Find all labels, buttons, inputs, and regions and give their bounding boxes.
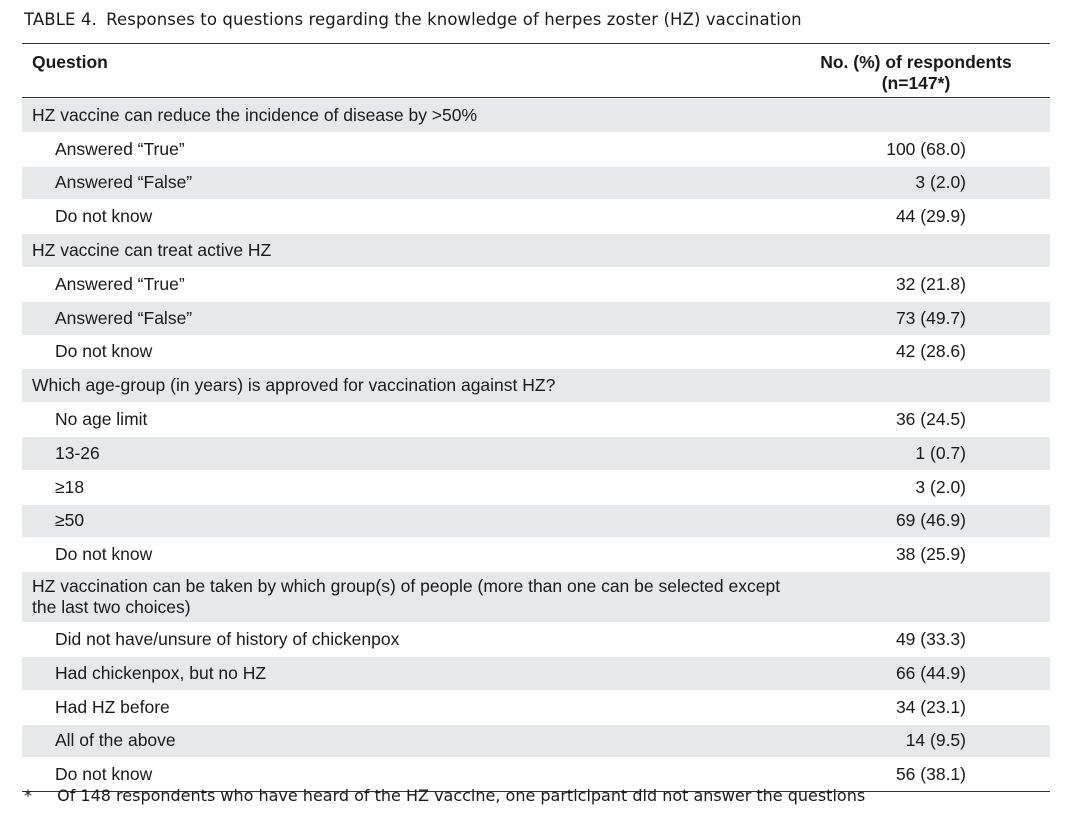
answer-count: 38 (25.9): [895, 544, 966, 565]
table-label: TABLE 4.: [24, 10, 97, 29]
answer-label: Answered “True”: [55, 273, 185, 294]
column-header-count-line1: No. (%) of respondents: [820, 52, 1012, 72]
answer-row: [22, 301, 1050, 335]
column-header-count: [806, 52, 1026, 94]
answer-label: All of the above: [55, 730, 176, 751]
answer-count: 14 (9.5): [905, 730, 966, 751]
answer-count: 3 (2.0): [915, 172, 966, 193]
question-text: HZ vaccine can treat active HZ: [32, 240, 272, 261]
footnote-mark: *: [24, 786, 32, 805]
answer-label: Answered “True”: [55, 138, 185, 159]
question-text: HZ vaccine can reduce the incidence of disease by >50%: [32, 104, 478, 125]
answer-label: 13-26: [55, 442, 100, 463]
answer-label: Did not have/unsure of history of chickenpox: [55, 629, 400, 650]
answer-label: Had HZ before: [55, 696, 170, 717]
column-header-question: Question: [32, 52, 108, 72]
table: [22, 43, 1050, 792]
answer-label: Do not know: [55, 544, 153, 565]
answer-label: Answered “False”: [55, 172, 193, 193]
answer-row: [22, 436, 1050, 470]
answer-row: [22, 622, 1050, 656]
question-row: [22, 571, 1050, 622]
answer-count: 56 (38.1): [895, 764, 966, 785]
answer-row: [22, 402, 1050, 436]
table-caption: [24, 10, 802, 29]
table-title: Responses to questions regarding the knowledge of herpes zoster (HZ) vaccination: [106, 10, 802, 29]
answer-row: [22, 335, 1050, 369]
answer-count: 69 (46.9): [895, 510, 966, 531]
answer-count: 73 (49.7): [895, 307, 966, 328]
answer-row: [22, 690, 1050, 724]
answer-label: No age limit: [55, 409, 148, 430]
answer-row: [22, 132, 1050, 166]
table-header: [22, 44, 1050, 98]
answer-row: [22, 537, 1050, 571]
question-row: [22, 98, 1050, 132]
answer-label: Answered “False”: [55, 307, 193, 328]
table-footnote: [24, 786, 865, 805]
answer-count: 32 (21.8): [895, 273, 966, 294]
answer-row: [22, 656, 1050, 690]
answer-label: Do not know: [55, 206, 153, 227]
answer-row: [22, 470, 1050, 504]
answer-count: 3 (2.0): [915, 476, 966, 497]
answer-label: Do not know: [55, 764, 153, 785]
answer-label: ≥18: [55, 476, 85, 497]
answer-count: 49 (33.3): [895, 629, 966, 650]
question-row: [22, 233, 1050, 267]
answer-count: 66 (44.9): [895, 662, 966, 683]
answer-label: Had chickenpox, but no HZ: [55, 662, 267, 683]
question-text: Which age-group (in years) is approved for vaccination against HZ?: [32, 375, 556, 396]
answer-row: [22, 166, 1050, 200]
answer-row: [22, 199, 1050, 233]
answer-count: 44 (29.9): [895, 206, 966, 227]
footnote-text: Of 148 respondents who have heard of the HZ vaccine, one participant did not answer the questions: [57, 786, 866, 805]
answer-count: 42 (28.6): [895, 341, 966, 362]
answer-count: 1 (0.7): [915, 442, 966, 463]
table-body: [22, 98, 1050, 791]
answer-count: 34 (23.1): [895, 696, 966, 717]
question-text: HZ vaccination can be taken by which group(s) of people (more than one can be selected except the last two choices): [32, 576, 781, 618]
answer-row: [22, 504, 1050, 538]
answer-count: 100 (68.0): [886, 138, 966, 159]
column-header-count-line2: (n=147*): [881, 73, 951, 93]
answer-label: ≥50: [55, 510, 85, 531]
answer-row: [22, 267, 1050, 301]
question-row: [22, 368, 1050, 402]
answer-row: [22, 724, 1050, 758]
answer-label: Do not know: [55, 341, 153, 362]
answer-count: 36 (24.5): [895, 409, 966, 430]
